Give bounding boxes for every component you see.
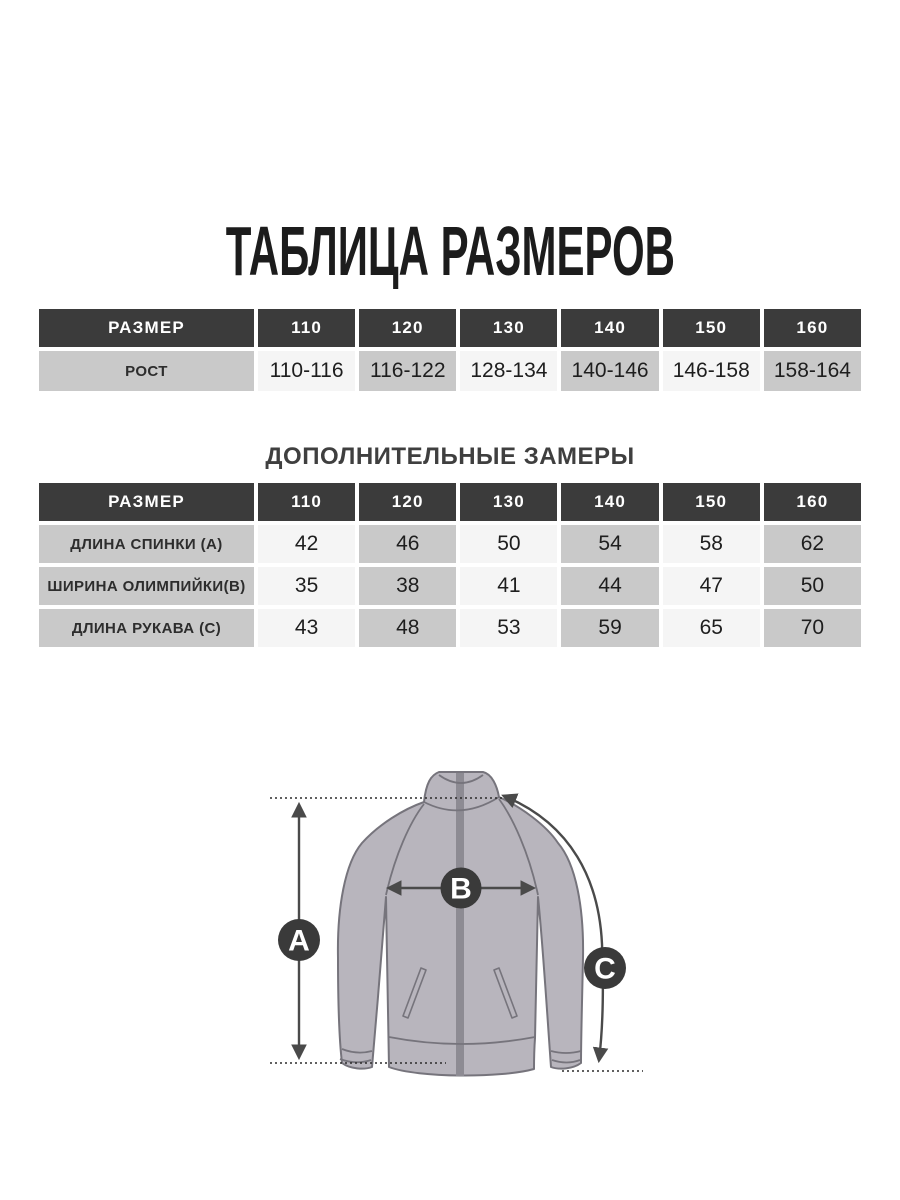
header-cell: 140: [561, 483, 658, 521]
jacket-diagram-svg: [250, 750, 670, 1110]
header-cell: 150: [663, 309, 760, 347]
value-cell: 110-116: [258, 351, 355, 391]
header-cell: 160: [764, 309, 861, 347]
value-cell: 158-164: [764, 351, 861, 391]
header-cell: 140: [561, 309, 658, 347]
value-cell: 146-158: [663, 351, 760, 391]
header-cell: РАЗМЕР: [39, 483, 254, 521]
page-title-wrap: [0, 212, 900, 290]
value-cell: 59: [561, 609, 658, 647]
value-cell: 53: [460, 609, 557, 647]
row-label: РОСТ: [39, 351, 254, 391]
header-cell: 110: [258, 309, 355, 347]
value-cell: 43: [258, 609, 355, 647]
value-cell: 65: [663, 609, 760, 647]
value-cell: 47: [663, 567, 760, 605]
row-label: ДЛИНА СПИНКИ (А): [39, 525, 254, 563]
header-cell: 130: [460, 309, 557, 347]
value-cell: 48: [359, 609, 456, 647]
measurements-table: [39, 483, 861, 647]
header-cell: 110: [258, 483, 355, 521]
header-cell: 120: [359, 483, 456, 521]
size-height-table: [39, 309, 861, 391]
header-cell: 150: [663, 483, 760, 521]
value-cell: 62: [764, 525, 861, 563]
value-cell: 35: [258, 567, 355, 605]
value-cell: 42: [258, 525, 355, 563]
page-title: ТАБЛИЦА РАЗМЕРОВ: [225, 212, 675, 290]
header-cell: 160: [764, 483, 861, 521]
value-cell: 140-146: [561, 351, 658, 391]
zipper: [456, 773, 464, 1076]
row-label: ДЛИНА РУКАВА (С): [39, 609, 254, 647]
value-cell: 54: [561, 525, 658, 563]
value-cell: 44: [561, 567, 658, 605]
section-subtitle: ДОПОЛНИТЕЛЬНЫЕ ЗАМЕРЫ: [265, 443, 635, 470]
jacket-outline: [338, 772, 583, 1076]
value-cell: 116-122: [359, 351, 456, 391]
header-cell: 130: [460, 483, 557, 521]
value-cell: 50: [460, 525, 557, 563]
value-cell: 41: [460, 567, 557, 605]
marker-label-C: C: [594, 952, 616, 986]
value-cell: 128-134: [460, 351, 557, 391]
value-cell: 46: [359, 525, 456, 563]
jacket-measurement-diagram: [250, 750, 670, 1110]
marker-label-A: A: [288, 924, 310, 958]
marker-label-B: B: [450, 872, 472, 906]
value-cell: 38: [359, 567, 456, 605]
value-cell: 50: [764, 567, 861, 605]
header-cell: 120: [359, 309, 456, 347]
header-cell: РАЗМЕР: [39, 309, 254, 347]
value-cell: 58: [663, 525, 760, 563]
value-cell: 70: [764, 609, 861, 647]
row-label: ШИРИНА ОЛИМПИЙКИ(В): [39, 567, 254, 605]
